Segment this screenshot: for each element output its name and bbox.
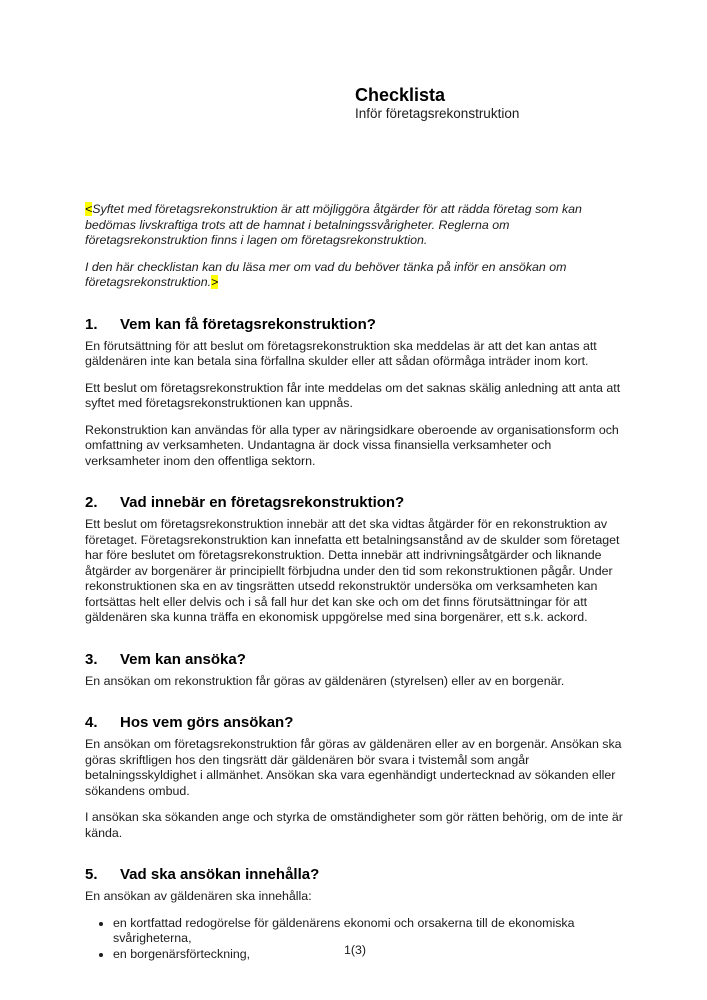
document-title: Checklista xyxy=(355,85,446,105)
section-2-title: Vad innebär en företagsrekonstruktion? xyxy=(120,494,405,511)
highlight-close-marker: > xyxy=(211,275,219,289)
section-1-paragraph-2: Ett beslut om företagsrekonstruktion får inte meddelas om det saknas skälig anledning att anta att syftet med företagsrekonstruktionen kan uppnås. xyxy=(85,380,621,410)
page-footer xyxy=(85,943,625,957)
intro-block xyxy=(85,202,625,291)
intro-text-2: I den här checklistan kan du läsa mer om vad du behöver tänka på inför en ansökan om företagsrekonstruktion. xyxy=(85,259,567,289)
intro-paragraph-1 xyxy=(85,202,625,249)
section-2-number: 2. xyxy=(85,494,98,511)
section-1-heading xyxy=(85,315,625,334)
page-number: 1(3) xyxy=(343,943,367,957)
section-5-title: Vad ska ansökan innehålla? xyxy=(120,866,320,883)
section-4 xyxy=(85,713,625,841)
intro-paragraph-2 xyxy=(85,260,625,291)
section-2-paragraph-1: Ett beslut om företagsrekonstruktion innebär att det ska vidtas åtgärder för en rekonstruktion av företaget. Företagsrekonstruktion kan innefatta ett betalningsanstånd av de skulder som företaget har före beslutet om företagsrekonstruktion. Detta innebär att indrivningsåtgärder och liknande åtgärder av borgenärer är principiellt förbjudna under den tid som rekonstruktionen pågår. Under rekonstruktionen ska en av tingsrätten utsedd rekonstruktör undersöka om verksamheten kan fortsättas helt eller delvis och i så fall hur det kan ske och om det finns förutsättningar för att gäldenären ska kunna träffa en ekonomisk uppgörelse med sina borgenärer, ett s.k. ackord. xyxy=(85,517,620,624)
document-subtitle: Inför företagsrekonstruktion xyxy=(355,106,520,121)
section-4-paragraph-1: En ansökan om företagsrekonstruktion får göras av gäldenären eller av en borgenär. Ansökan ska göras skriftligen hos den tingsrätt där gäldenären bör svara i tvistemål som angår betalningsskyldighet i allmänhet. Ansökan ska vara egenhändigt undertecknad av sökanden eller sökandens ombud. xyxy=(85,737,622,798)
section-2 xyxy=(85,493,625,626)
list-item: • en borgenärsförteckning, xyxy=(113,947,625,963)
section-1-title: Vem kan få företagsrekonstruktion? xyxy=(120,315,376,333)
list-item: • en kortfattad redogörelse för gäldenärens ekonomi och orsakerna till de ekonomiska svårigheterna, xyxy=(113,916,625,947)
section-1-paragraph-1: En förutsättning för att beslut om företagsrekonstruktion ska meddelas är att det kan antas att gäldenären inte kan betala sina förfallna skulder eller att sådan oförmåga inträder inom kort. xyxy=(85,338,597,368)
section-3-heading xyxy=(85,650,625,669)
intro-text-1: Syftet med företagsrekonstruktion är att möjliggöra åtgärder för att rädda företag som kan bedömas livskraftiga trots att de hamnat i betalningssvårigheter. Reglerna om företagsrekonstruktion finns i lagen om företagsrekonstruktion. xyxy=(85,202,582,247)
section-3-paragraph-1: En ansökan om rekonstruktion får göras av gäldenären (styrelsen) eller av en borgenär. xyxy=(85,673,565,688)
section-2-heading xyxy=(85,493,625,512)
section-5-heading xyxy=(85,865,625,884)
section-1-number: 1. xyxy=(85,315,98,333)
section-5-number: 5. xyxy=(85,866,98,883)
section-4-number: 4. xyxy=(85,714,98,731)
section-1 xyxy=(85,315,625,470)
section-3-title: Vem kan ansöka? xyxy=(120,650,246,668)
section-4-title: Hos vem görs ansökan? xyxy=(120,714,294,731)
section-4-paragraph-2: I ansökan ska sökanden ange och styrka de omständigheter som gör rätten behörig, om de inte är kända. xyxy=(85,810,623,840)
section-4-heading xyxy=(85,713,625,732)
section-3 xyxy=(85,650,625,690)
section-1-paragraph-3: Rekonstruktion kan användas för alla typer av näringsidkare oberoende av organisationsform och omfattning av verksamheten. Undantagna är dock vissa finansiella verksamheter och verksamheter inom den offentliga sektorn. xyxy=(85,422,619,468)
document-header xyxy=(355,85,519,122)
document-body xyxy=(85,202,625,973)
section-5-paragraph-1: En ansökan av gäldenären ska innehålla: xyxy=(85,889,312,903)
section-3-number: 3. xyxy=(85,650,98,668)
highlight-open-marker: < xyxy=(85,202,93,216)
